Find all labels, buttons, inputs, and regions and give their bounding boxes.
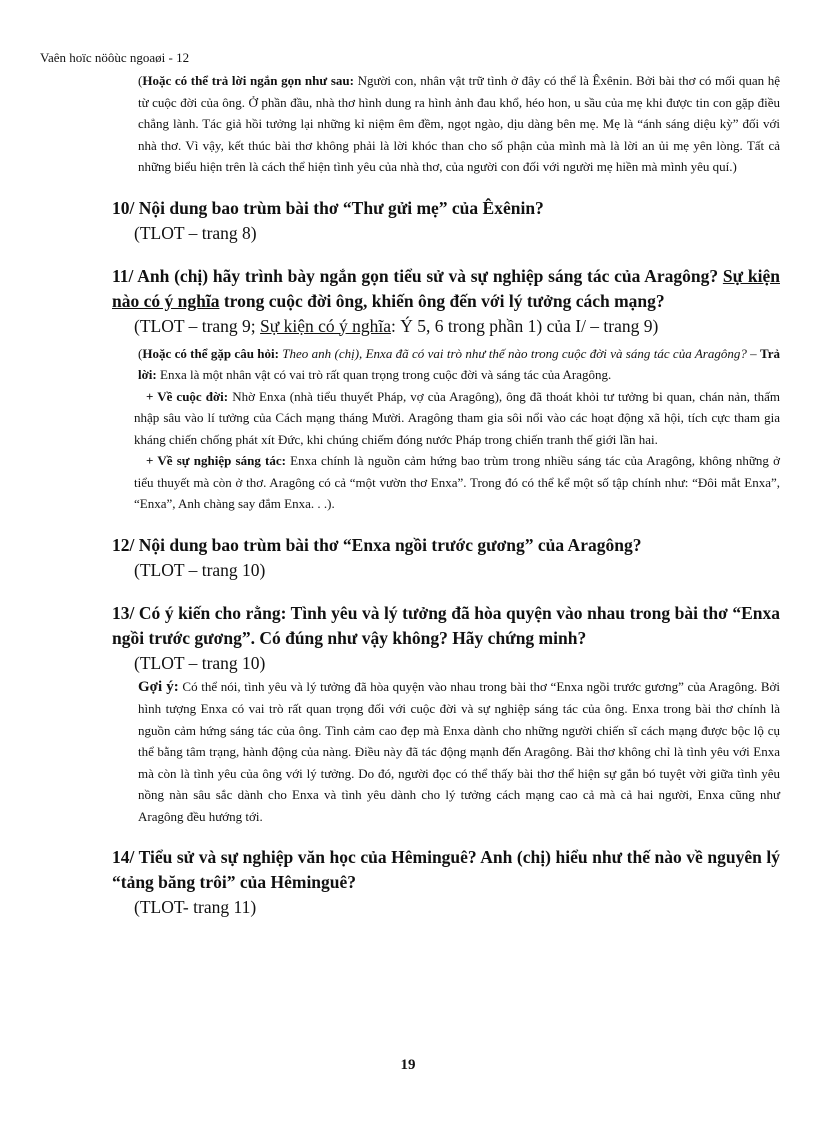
alt-answer-block: (Hoặc có thể trả lời ngắn gọn như sau: Người con, nhân vật trữ tình ở đây có thể là Êxênin. Bởi bài thơ có mối quan hệ từ cuộc đời của ông. Ở phần đầu, nhà thơ hình dung ra hình ảnh đau khổ, héo hon, u sầu của mẹ khi được tin con gặp điều chẳng lành. Tác giả hồi tưởng lại những kỉ niệm êm đềm, ngọt ngào, dịu dàng bên mẹ. Mẹ là “ánh sáng diệu kỳ” đối với nhà thơ. Vì vậy, kết thúc bài thơ không phải là lời khóc than cho số phận của mình mà là lời an ủi mẹ yên lòng. Tất cả những biểu hiện trên là cách thể hiện tình yêu của nhà thơ, của người con đối với người mẹ hiền mà mình yêu quí.): [138, 73, 780, 174]
alt-question-lead: Hoặc có thể gặp câu hỏi:: [142, 345, 283, 361]
question-13: 13/ Có ý kiến cho rằng: Tình yêu và lý tưởng đã hòa quyện vào nhau trong bài thơ “Enxa ngồi trước gương”. Có đúng như vậy không? Hãy chứng minh?: [112, 602, 780, 648]
question-11: [112, 264, 780, 314]
question-11-ref-a: (TLOT – trang 9;: [134, 315, 261, 336]
question-11-ref: [134, 314, 780, 339]
question-11-ref-underlined: Sự kiện có ý nghĩa: [260, 315, 392, 336]
alt-answer-label: Trả lời:: [138, 345, 781, 382]
question-13-hint: [112, 676, 780, 828]
question-11-underlined: Sự kiện nào có ý nghĩa: [112, 265, 780, 311]
question-10-ref: (TLOT – trang 8): [134, 222, 257, 243]
question-11-part2: trong cuộc đời ông, khiến ông đến với lý tưởng cách mạng?: [219, 290, 665, 311]
bullet-life-text: Nhờ Enxa (nhà tiểu thuyết Pháp, vợ của Aragông), ông đã thoát khỏi tư tưởng bi quan, chán nản, thấm nhập sâu vào lí tưởng của Cách mạng tháng Mười. Aragông tham gia sôi nổi vào các hoạt động xã hội, tích cực tham gia kháng chiến chống phát xít Đức, khi chúng chiếm đóng nước Pháp trong chiến tranh thế giới lần hai.: [134, 388, 780, 447]
alt-answer-text: Người con, nhân vật trữ tình ở đây có thể là Êxênin. Bởi bài thơ có mối quan hệ từ cuộc đời của ông. Ở phần đầu, nhà thơ hình dung ra hình ảnh đau khổ, héo hon, u sầu của mẹ khi được tin con gặp điều chẳng lành. Tác giả hồi tưởng lại những kỉ niệm êm đềm, ngọt ngào, dịu dàng bên mẹ. Mẹ là “ánh sáng diệu kỳ” đối với nhà thơ. Vì vậy, kết thúc bài thơ không phải là lời khóc than cho số phận của mình mà là lời an ủi mẹ yên lòng. Tất cả những biểu hiện trên là cách thể hiện tình yêu của nhà thơ, của người con đối với người mẹ hiền mà mình yêu quí.): [138, 73, 780, 174]
hint-text: Có thể nói, tình yêu và lý tưởng đã hòa quyện vào nhau trong bài thơ “Enxa ngồi trước gương” của Aragông. Bởi hình tượng Enxa có vai trò rất quan trọng đối với cuộc đời và sự nghiệp sáng tác của ông. Enxa trong bài thơ chính là nguồn cảm hứng sáng tác của ông. Tình cảm cao đẹp mà Enxa dành cho những người chiến sĩ cách mạng được bộc lộ cụ thể bằng tâm trạng, hành động của nàng. Điều này đã tác động mạnh đến Aragông. Bài thơ không chỉ là tình yêu với Enxa mà còn là tình yêu của ông với lý tưởng. Do đó, người đọc có thể thấy bài thơ thể hiện sự gắn bó tuyệt vời giữa tình yêu nồng nàn sâu sắc dành cho Enxa và tình yêu dành cho lý tưởng cách mạng cao cả mà cả hai người, Enxa cũng như Aragông đều hướng tới.: [138, 678, 780, 824]
question-12-ref: (TLOT – trang 10): [134, 559, 266, 580]
hint-label: Gợi ý:: [138, 678, 179, 695]
question-11-part1: 11/ Anh (chị) hãy trình bày ngắn gọn tiểu sử và sự nghiệp sáng tác của Aragông?: [112, 265, 723, 286]
bullet-career: [134, 450, 780, 515]
alt-question-text: Theo anh (chị), Enxa đã có vai trò như thế nào trong cuộc đời và sáng tác của Aragông?: [282, 345, 747, 361]
running-header: Vaên hoïc nöôùc ngoaøi - 12: [40, 50, 190, 65]
question-14: 14/ Tiểu sử và sự nghiệp văn học của Hêminguê? Anh (chị) hiểu như thế nào về nguyên lý “tảng băng trôi” của Hêminguê?: [112, 847, 780, 892]
page-content: [112, 70, 780, 920]
alt-answer-body: Enxa là một nhân vật có vai trò rất quan trọng trong cuộc đời và sáng tác của Aragông.: [156, 367, 612, 382]
alt-dash: –: [746, 345, 761, 361]
question-11-alt: (Hoặc có thể gặp câu hỏi: Theo anh (chị), Enxa đã có vai trò như thế nào trong cuộc đời và sáng tác của Aragông? – Trả lời: Enxa là một nhân vật có vai trò rất quan trọng trong cuộc đời và sáng tác của Aragông.: [138, 345, 781, 382]
page-number: 19: [400, 1057, 416, 1073]
question-13-ref: (TLOT – trang 10): [134, 652, 266, 673]
bullet-career-label: + Về sự nghiệp sáng tác:: [146, 453, 286, 468]
bullet-life-label: + Về cuộc đời:: [146, 388, 229, 404]
bullet-life: [134, 386, 780, 451]
bullet-career-text: Enxa chính là nguồn cảm hứng bao trùm trong nhiều sáng tác của Aragông, không những ở tiểu thuyết mà còn ở thơ. Aragông có cả “một vườn thơ Enxa”. Trong đó có thể kể một số tập chính như: “Đôi mắt Enxa”, “Enxa”, Anh chàng say đắm Enxa. . .).: [134, 453, 781, 511]
alt-answer-lead: Hoặc có thể trả lời ngắn gọn như sau:: [142, 73, 354, 88]
question-10: 10/ Nội dung bao trùm bài thơ “Thư gửi mẹ” của Êxênin?: [112, 197, 544, 218]
question-11-ref-b: : Ý 5, 6 trong phần 1) của I/ – trang 9): [391, 315, 659, 336]
question-12: 12/ Nội dung bao trùm bài thơ “Enxa ngồi trước gương” của Aragông?: [112, 534, 642, 555]
question-14-ref: (TLOT- trang 11): [134, 897, 257, 917]
